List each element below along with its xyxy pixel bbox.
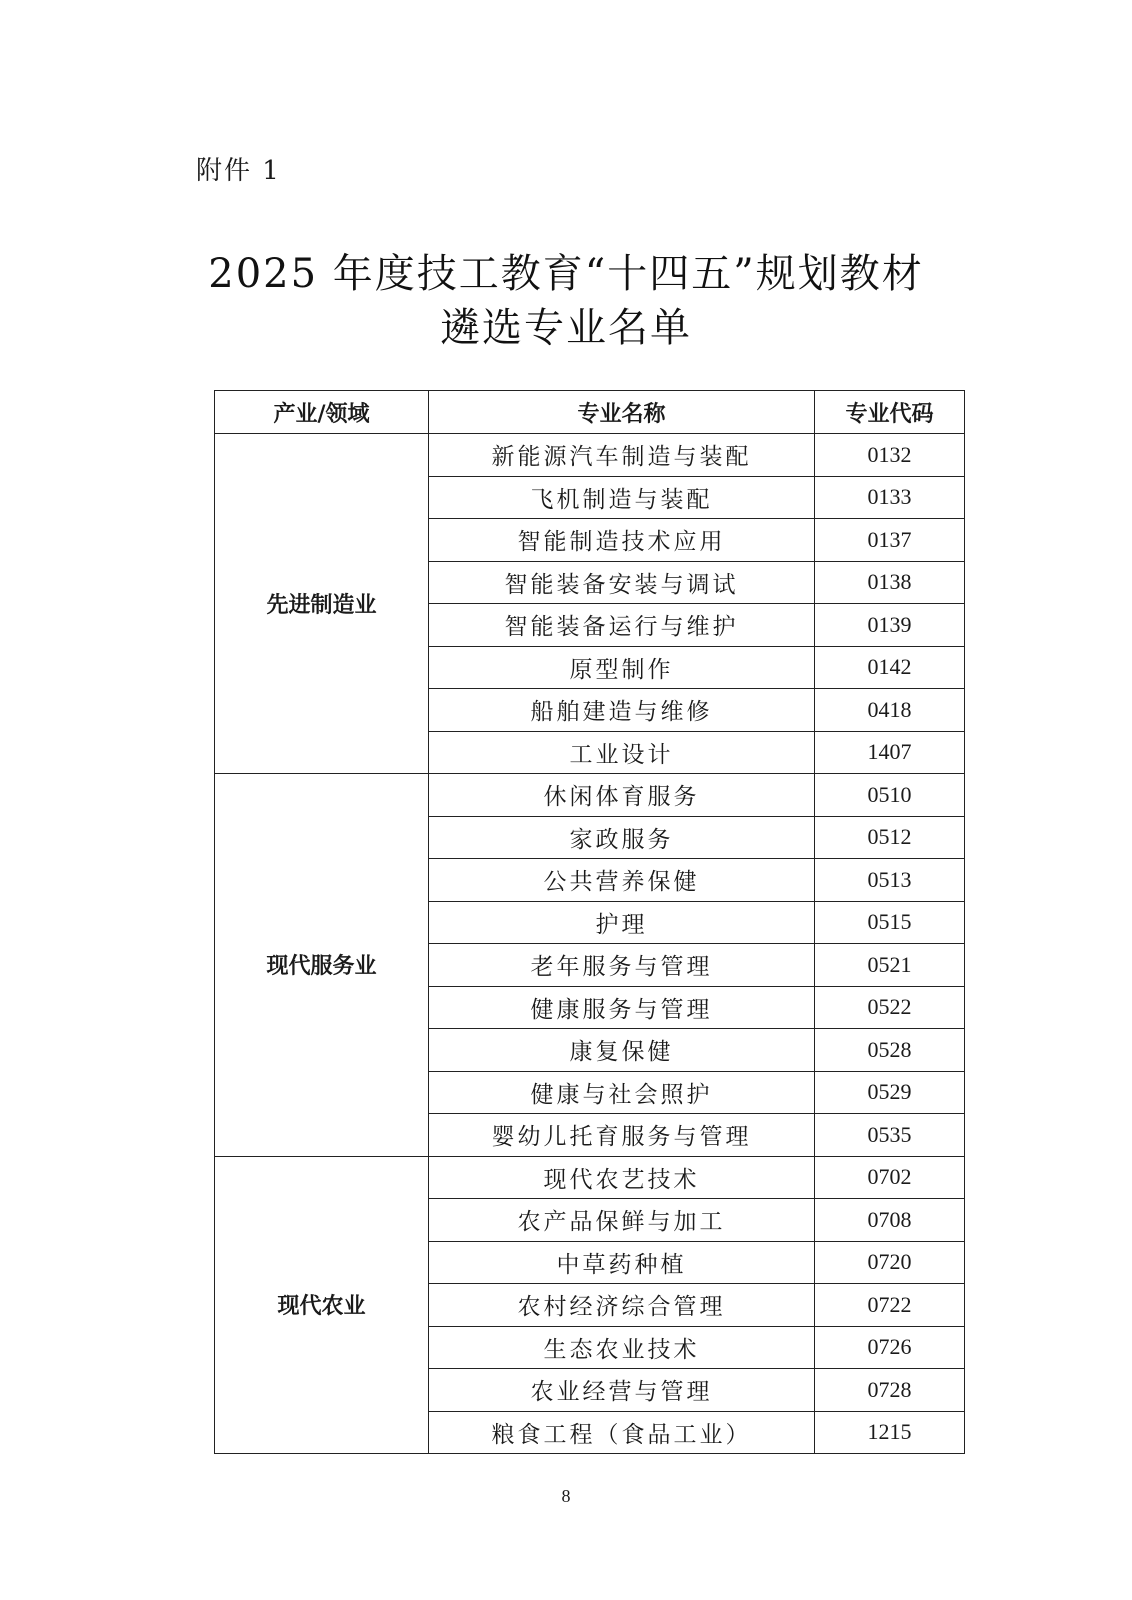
specialty-name-cell: 健康与社会照护	[429, 1071, 815, 1114]
specialty-code-cell: 0720	[815, 1241, 965, 1284]
header-specialty-code: 专业代码	[815, 391, 965, 434]
specialty-code-cell: 0139	[815, 604, 965, 647]
specialty-name-cell: 婴幼儿托育服务与管理	[429, 1114, 815, 1157]
specialty-name-cell: 智能装备运行与维护	[429, 604, 815, 647]
specialty-name-cell: 智能制造技术应用	[429, 519, 815, 562]
header-field: 产业/领域	[215, 391, 429, 434]
header-specialty-name: 专业名称	[429, 391, 815, 434]
specialty-code-cell: 0137	[815, 519, 965, 562]
specialty-name-cell: 飞机制造与装配	[429, 476, 815, 519]
specialty-code-cell: 0138	[815, 561, 965, 604]
specialty-name-cell: 休闲体育服务	[429, 774, 815, 817]
specialty-code-cell: 1215	[815, 1411, 965, 1454]
specialty-code-cell: 0522	[815, 986, 965, 1029]
specialty-code-cell: 0510	[815, 774, 965, 817]
specialty-name-cell: 家政服务	[429, 816, 815, 859]
specialty-code-cell: 1407	[815, 731, 965, 774]
field-cell: 先进制造业	[215, 434, 429, 774]
specialty-name-cell: 农产品保鲜与加工	[429, 1199, 815, 1242]
specialty-name-cell: 康复保健	[429, 1029, 815, 1072]
table-header-row	[215, 391, 965, 434]
specialty-code-cell: 0515	[815, 901, 965, 944]
specialty-code-cell: 0722	[815, 1284, 965, 1327]
specialty-code-cell: 0702	[815, 1156, 965, 1199]
page-number: 8	[561, 1486, 571, 1506]
specialty-code-cell: 0513	[815, 859, 965, 902]
specialty-code-cell: 0528	[815, 1029, 965, 1072]
specialty-name-cell: 粮食工程（食品工业）	[429, 1411, 815, 1454]
specialty-list-table-container	[214, 390, 964, 1454]
specialty-code-cell: 0521	[815, 944, 965, 987]
specialty-code-cell: 0529	[815, 1071, 965, 1114]
table-body	[215, 434, 965, 1454]
specialty-name-cell: 船舶建造与维修	[429, 689, 815, 732]
specialty-code-cell: 0418	[815, 689, 965, 732]
attachment-label: 附件 1	[196, 156, 281, 186]
specialty-code-cell: 0728	[815, 1369, 965, 1412]
table-row	[215, 434, 965, 477]
table-row	[215, 774, 965, 817]
specialty-name-cell: 农村经济综合管理	[429, 1284, 815, 1327]
document-title-line-1: 2025 年度技工教育“十四五”规划教材	[208, 251, 924, 297]
specialty-name-cell: 生态农业技术	[429, 1326, 815, 1369]
specialty-code-cell: 0708	[815, 1199, 965, 1242]
specialty-name-cell: 老年服务与管理	[429, 944, 815, 987]
specialty-code-cell: 0535	[815, 1114, 965, 1157]
specialty-name-cell: 公共营养保健	[429, 859, 815, 902]
specialty-name-cell: 护理	[429, 901, 815, 944]
field-cell: 现代农业	[215, 1156, 429, 1454]
specialty-list-table	[214, 390, 965, 1454]
specialty-name-cell: 原型制作	[429, 646, 815, 689]
field-cell: 现代服务业	[215, 774, 429, 1157]
specialty-code-cell: 0132	[815, 434, 965, 477]
specialty-name-cell: 工业设计	[429, 731, 815, 774]
specialty-name-cell: 中草药种植	[429, 1241, 815, 1284]
specialty-name-cell: 智能装备安装与调试	[429, 561, 815, 604]
specialty-code-cell: 0512	[815, 816, 965, 859]
specialty-name-cell: 农业经营与管理	[429, 1369, 815, 1412]
table-row	[215, 1156, 965, 1199]
specialty-name-cell: 新能源汽车制造与装配	[429, 434, 815, 477]
document-title-line-2: 遴选专业名单	[440, 305, 692, 351]
specialty-name-cell: 现代农艺技术	[429, 1156, 815, 1199]
specialty-code-cell: 0726	[815, 1326, 965, 1369]
specialty-code-cell: 0133	[815, 476, 965, 519]
specialty-code-cell: 0142	[815, 646, 965, 689]
specialty-name-cell: 健康服务与管理	[429, 986, 815, 1029]
